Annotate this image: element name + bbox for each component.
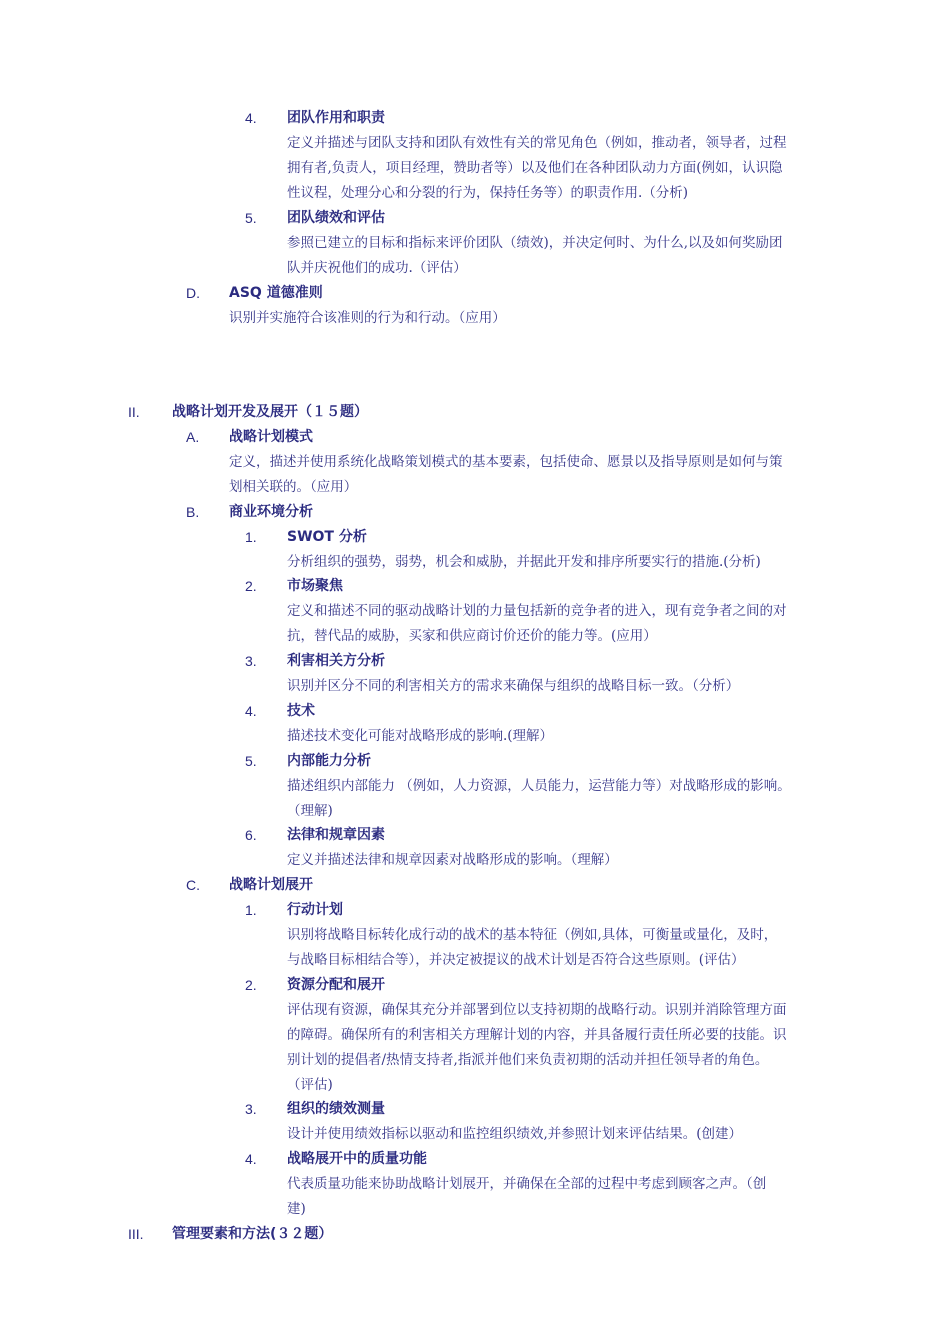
description-line: 识别并区分不同的利害相关方的需求来确保与组织的战略目标一致。（分析） xyxy=(287,677,740,694)
description-line: 拥有者,负责人，项目经理，赞助者等）以及他们在各种团队动力方面(例如，认识隐 xyxy=(287,159,783,176)
section-heading: 市场聚焦 xyxy=(287,578,343,594)
description-line: 代表质量功能来协助战略计划展开，并确保在全部的过程中考虑到顾客之声。（创 xyxy=(287,1175,767,1192)
description-line: 定义，描述并使用系统化战略策划模式的基本要素，包括使命、愿景以及指导原则是如何与策 xyxy=(229,453,783,470)
description-line: 描述组织内部能力 （例如，人力资源，人员能力，运营能力等）对战略形成的影响。 xyxy=(287,777,791,794)
description-line: 队并庆祝他们的成功.（评估） xyxy=(287,259,467,276)
section-heading: 法律和规章因素 xyxy=(287,827,385,843)
description-line: 性议程，处理分心和分裂的行为，保持任务等）的职责作用.（分析) xyxy=(287,184,689,201)
description-line: 描述技术变化可能对战略形成的影响.(理解） xyxy=(287,727,554,744)
description-line: 建) xyxy=(287,1200,306,1217)
description-line: 定义并描述法律和规章因素对战略形成的影响。（理解） xyxy=(287,851,618,868)
description-line: 评估现有资源，确保其充分并部署到位以支持初期的战略行动。识别并消除管理方面 xyxy=(287,1001,787,1018)
description-line: 识别并实施符合该准则的行为和行动。（应用） xyxy=(229,309,506,326)
description-line: 参照已建立的目标和指标来评价团队（绩效)，并决定何时、为什么,以及如何奖励团 xyxy=(287,234,783,251)
outline-marker: D. xyxy=(186,285,200,301)
section-heading: 组织的绩效测量 xyxy=(287,1101,385,1117)
description-line: 的障碍。确保所有的利害相关方理解计划的内容，并具备履行责任所必要的技能。识 xyxy=(287,1026,787,1043)
section-heading: 战略计划模式 xyxy=(229,429,313,445)
description-line: 别计划的提倡者/热情支持者,指派并他们来负责初期的活动并担任领导者的角色。 xyxy=(287,1051,769,1068)
outline-marker: 5. xyxy=(245,753,257,769)
description-line: 与战略目标相结合等），并决定被提议的战术计划是否符合这些原则。(评估） xyxy=(287,951,745,968)
description-line: （理解) xyxy=(287,802,333,819)
description-line: 识别将战略目标转化成行动的战术的基本特征（例如,具体，可衡量或量化，及时， xyxy=(287,926,778,943)
description-line: 定义并描述与团队支持和团队有效性有关的常见角色（例如，推动者，领导者，过程 xyxy=(287,134,787,151)
outline-marker: 6. xyxy=(245,827,257,843)
description-line: 分析组织的强势，弱势，机会和威胁，并据此开发和排序所要实行的措施.(分析) xyxy=(287,553,761,570)
section-heading: 战略计划开发及展开（１５题） xyxy=(172,404,368,420)
outline-marker: A. xyxy=(186,429,200,445)
description-line: 抗，替代品的威胁，买家和供应商讨价还价的能力等。(应用） xyxy=(287,627,657,644)
section-heading: 行动计划 xyxy=(287,902,343,918)
section-heading: 战略计划展开 xyxy=(229,877,313,893)
section-heading: 利害相关方分析 xyxy=(287,653,385,669)
outline-marker: 4. xyxy=(245,1151,257,1167)
section-heading: 管理要素和方法(３２题） xyxy=(172,1226,333,1242)
outline-marker: C. xyxy=(186,877,200,893)
section-heading: 战略展开中的质量功能 xyxy=(287,1151,427,1167)
description-line: 定义和描述不同的驱动战略计划的力量包括新的竞争者的进入，现有竞争者之间的对 xyxy=(287,602,787,619)
outline-marker: 2. xyxy=(245,977,257,993)
outline-marker: III. xyxy=(128,1226,144,1242)
section-heading: 技术 xyxy=(287,703,315,719)
outline-marker: 5. xyxy=(245,210,257,226)
outline-marker: 3. xyxy=(245,1101,257,1117)
outline-marker: 2. xyxy=(245,578,257,594)
section-heading: 团队作用和职责 xyxy=(287,110,385,126)
outline-marker: B. xyxy=(186,504,200,520)
outline-marker: 1. xyxy=(245,529,257,545)
outline-marker: 1. xyxy=(245,902,257,918)
outline-marker: 4. xyxy=(245,110,257,126)
section-heading: 内部能力分析 xyxy=(287,753,371,769)
section-heading: 商业环境分析 xyxy=(229,504,313,520)
section-heading: 团队绩效和评估 xyxy=(287,210,385,226)
description-line: 设计并使用绩效指标以驱动和监控组织绩效,并参照计划来评估结果。(创建） xyxy=(287,1125,743,1142)
outline-marker: 3. xyxy=(245,653,257,669)
outline-marker: II. xyxy=(128,404,140,420)
section-heading: SWOT 分析 xyxy=(287,529,367,545)
section-heading: 资源分配和展开 xyxy=(287,977,385,993)
section-heading: ASQ 道德准则 xyxy=(229,285,323,301)
description-line: 划相关联的。（应用） xyxy=(229,478,358,495)
description-line: （评估) xyxy=(287,1076,333,1093)
outline-marker: 4. xyxy=(245,703,257,719)
